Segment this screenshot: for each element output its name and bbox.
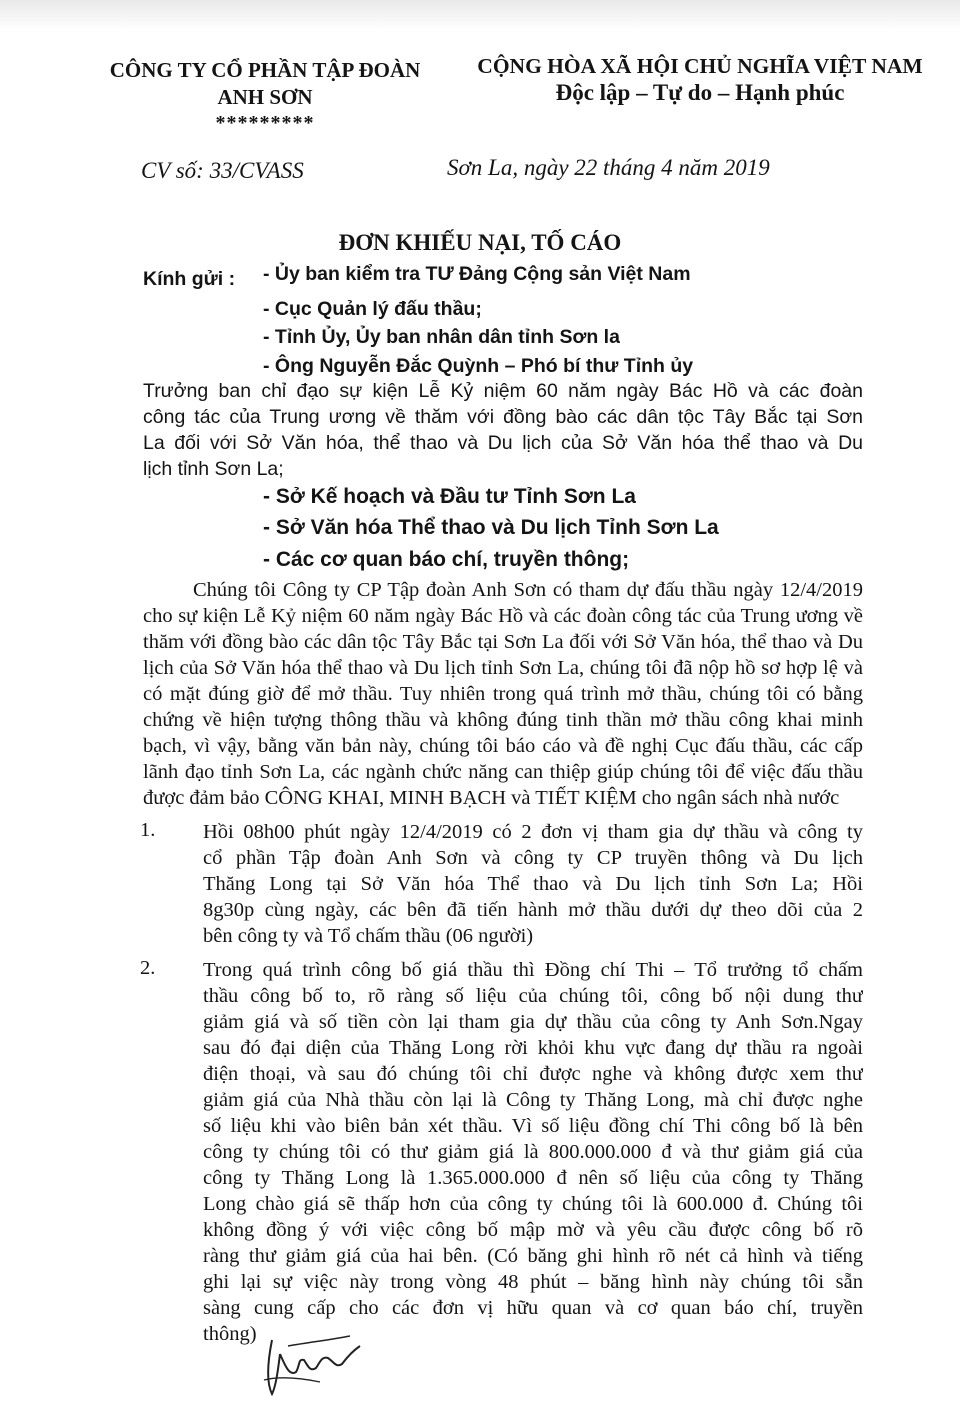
intro-line: thăm với đồng bào các dân tộc Tây Bắc tại Sơn La đối với Sở Văn hóa, thể thao và Du [143, 631, 863, 653]
intro-line: có mặt đúng giờ để mở thầu. Tuy nhiên trong quá trình mở thầu, chúng tôi có bằng [143, 683, 863, 705]
intro-line: được đảm bảo CÔNG KHAI, MINH BẠCH và TIẾT KIỆM cho ngân sách nhà nước [143, 787, 840, 809]
national-title: CỘNG HÒA XÃ HỘI CHỦ NGHĨA VIỆT NAM [477, 54, 923, 78]
addressee-item: - Cục Quản lý đấu thầu; [263, 298, 482, 320]
point-line: Long chào giá sẽ thấp hơn của công ty chúng tôi là 600.000 đ. Chúng tôi [203, 1193, 863, 1215]
national-motto: Độc lập – Tự do – Hạnh phúc [555, 80, 845, 105]
point-number: 2. [140, 957, 156, 979]
addressee-paragraph-line: lịch tỉnh Sơn La; [143, 458, 284, 480]
point-line: bên công ty và Tổ chấm thầu (06 người) [203, 925, 534, 947]
point-line: cổ phần Tập đoàn Anh Sơn và công ty CP truyền thông và Du lịch [203, 847, 863, 869]
place-date: Sơn La, ngày 22 tháng 4 năm 2019 [447, 155, 770, 180]
point-line: điện thoại, và sau đó chúng tôi chỉ được nghe và không được xem thư [203, 1063, 863, 1085]
addressee-label: Kính gửi : [143, 268, 236, 290]
point-line: không đồng ý với việc công bố mập mờ và yêu cầu được công bố rõ [203, 1219, 863, 1241]
point-line: Hồi 08h00 phút ngày 12/4/2019 có 2 đơn vị tham gia dự thầu và công ty [203, 821, 863, 843]
addressee-bold-item: - Sở Kế hoạch và Đầu tư Tỉnh Sơn La [263, 485, 636, 508]
point-number: 1. [140, 819, 156, 841]
scan-edge [0, 0, 960, 30]
point-line: công ty Thăng Long là 1.365.000.000 đ nên số liệu của công ty Thăng [203, 1167, 863, 1189]
addressee-paragraph-line: La đối với Sở Văn hóa, thể thao và Du lịch của Sở Văn hóa thể thao và Du [143, 432, 863, 454]
addressee-bold-item: - Các cơ quan báo chí, truyền thông; [263, 548, 630, 571]
point-line: Trong quá trình công bố giá thầu thì Đồng chí Thi – Tổ trưởng tổ chấm [203, 959, 863, 981]
point-line: sàng cung cấp cho các đơn vị hữu quan và cơ quan báo chí, truyền [203, 1297, 863, 1319]
point-line: Thăng Long tại Sở Văn hóa Thể thao và Du lịch tỉnh Sơn La; Hồi [203, 873, 863, 895]
point-line: 8g30p cùng ngày, các bên đã tiến hành mở thầu dưới dự theo dõi của 2 [203, 899, 863, 921]
point-line: sau đó đại diện của Thăng Long rời khỏi khu vực đang dự thầu ra ngoài [203, 1037, 863, 1059]
point-line: ràng thư giảm giá của hai bên. (Có băng ghi hình rõ nét cả hình và tiếng [203, 1245, 863, 1267]
point-line: thầu công bố to, rõ ràng số liệu của chúng tôi, công bố nội dung thư [203, 985, 863, 1007]
intro-line: cho sự kiện Lễ Kỷ niệm 60 năm ngày Bác Hồ và các đoàn công tác của Trung ương về [143, 605, 863, 627]
intro-line: chứng về hiện tượng thông thầu và không đúng tinh thần mở thầu công khai minh [143, 709, 863, 731]
company-stars: ********* [215, 112, 315, 134]
intro-line: lãnh đạo tỉnh Sơn La, các ngành chức năng can thiệp giúp chúng tôi để việc đấu thầu [143, 761, 863, 783]
addressee-item: - Ủy ban kiểm tra TƯ Đảng Cộng sản Việt Nam [263, 263, 691, 285]
company-name-line2: ANH SƠN [217, 85, 313, 109]
addressee-item: - Ông Nguyễn Đắc Quỳnh – Phó bí thư Tỉnh ủy [263, 355, 694, 377]
point-line: công ty chúng tôi có thư giảm giá là 800.000.000 đ và thư giảm giá của [203, 1141, 863, 1163]
intro-line: Chúng tôi Công ty CP Tập đoàn Anh Sơn có tham dự đấu thầu ngày 12/4/2019 [193, 579, 863, 601]
point-line: giảm giá và số tiền còn lại tham gia dự thầu của công ty Anh Sơn.Ngay [203, 1011, 863, 1033]
addressee-bold-item: - Sở Văn hóa Thể thao và Du lịch Tỉnh Sơn La [263, 516, 719, 539]
point-line: số liệu khi vào biên bản xét thầu. Vì số liệu đồng chí Thi công bố là bên [203, 1115, 863, 1137]
document-number: CV số: 33/CVASS [141, 158, 304, 183]
signature-mark [250, 1320, 370, 1402]
addressee-paragraph-line: Trưởng ban chỉ đạo sự kiện Lễ Kỷ niệm 60 năm ngày Bác Hồ và các đoàn [143, 380, 863, 402]
intro-line: bạch, vì vậy, bằng văn bản này, chúng tôi báo cáo và đề nghị Cục đấu thầu, các cấp [143, 735, 863, 757]
point-line: thông) [203, 1323, 257, 1345]
addressee-paragraph-line: công tác của Trung ương về thăm với đồng bào các dân tộc Tây Bắc tại Sơn [143, 406, 863, 428]
addressee-item: - Tỉnh Ủy, Ủy ban nhân dân tỉnh Sơn la [263, 326, 620, 348]
intro-line: lịch của Sở Văn hóa thể thao và Du lịch tỉnh Sơn La, chúng tôi đã nộp hồ sơ hợp lệ và [143, 657, 863, 679]
point-line: giảm giá của Nhà thầu còn lại là Công ty Thăng Long, mà chỉ được nghe [203, 1089, 863, 1111]
document-title: ĐƠN KHIẾU NẠI, TỐ CÁO [338, 230, 622, 255]
company-name-line1: CÔNG TY CỔ PHẦN TẬP ĐOÀN [109, 58, 421, 82]
point-line: ghi lại sự việc này trong vòng 48 phút – băng hình này chúng tôi sẵn [203, 1271, 863, 1293]
